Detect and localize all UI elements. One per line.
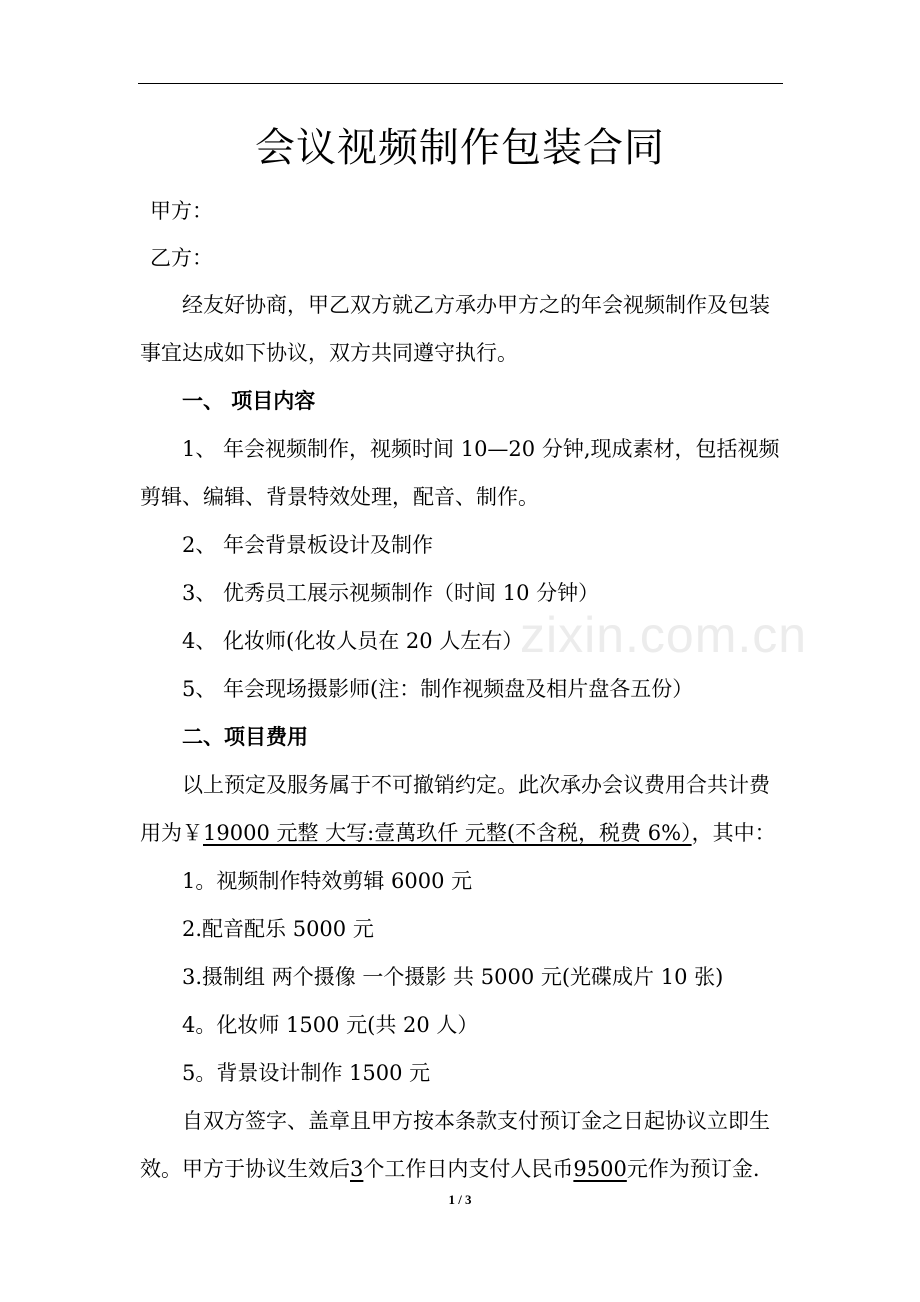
content-item-3: 3、 优秀员工展示视频制作（时间 10 分钟） [182, 581, 600, 605]
effect-deposit-amount: 9500 [573, 1157, 627, 1181]
content-item-2: 2、 年会背景板设计及制作 [182, 533, 434, 557]
effect-text-c: 元作为预订金. [626, 1157, 760, 1181]
content-item-5: 5、 年会现场摄影师(注：制作视频盘及相片盘各五份） [182, 677, 694, 701]
fee-item-4: 4。化妆师 1500 元(共 20 人） [182, 1013, 479, 1037]
intro-line-1: 经友好协商，甲乙双方就乙方承办甲方之的年会视频制作及包装 [182, 293, 770, 317]
content-item-1-line-2: 剪辑、编辑、背景特效处理，配音、制作。 [140, 485, 539, 509]
header-rule [138, 83, 783, 84]
effect-text-a: 效。甲方于协议生效后 [140, 1157, 350, 1181]
fee-suffix: ，其中： [691, 821, 776, 845]
page-number: 1 / 3 [448, 1192, 472, 1207]
content-item-4: 4、 化妆师(化妆人员在 20 人左右） [182, 629, 524, 653]
fee-prefix: 用为￥ [140, 821, 203, 845]
watermark: zixin.com.cn [520, 607, 808, 663]
party-a-label: 甲方： [150, 199, 213, 223]
effect-days: 3 [350, 1157, 364, 1181]
fee-item-3: 3.摄制组 两个摄像 一个摄影 共 5000 元(光碟成片 10 张) [182, 965, 724, 989]
fee-paragraph-line-2 [140, 818, 776, 848]
section-1-heading: 一、 项目内容 [182, 388, 316, 413]
intro-line-2: 事宜达成如下协议，双方共同遵守执行。 [140, 341, 518, 365]
content-item-1-line-1: 1、 年会视频制作，视频时间 10—20 分钟,现成素材，包括视频 [182, 437, 780, 461]
effect-line-1: 自双方签字、盖章且甲方按本条款支付预订金之日起协议立即生 [182, 1109, 770, 1133]
fee-paragraph-line-1: 以上预定及服务属于不可撤销约定。此次承办会议费用合共计费 [182, 773, 770, 797]
section-2-heading: 二、项目费用 [182, 724, 308, 749]
fee-item-5: 5。背景设计制作 1500 元 [182, 1061, 431, 1085]
fee-total-amount: 19000 元整 大写:壹萬玖仟 元整(不含税，税费 6%） [203, 821, 692, 845]
effect-text-b: 个工作日内支付人民币 [363, 1157, 574, 1181]
document-title: 会议视频制作包装合同 [255, 125, 665, 171]
fee-item-2: 2.配音配乐 5000 元 [182, 917, 374, 941]
effect-line-2 [140, 1154, 760, 1184]
party-b-label: 乙方： [150, 246, 213, 270]
fee-item-1: 1。视频制作特效剪辑 6000 元 [182, 869, 473, 893]
